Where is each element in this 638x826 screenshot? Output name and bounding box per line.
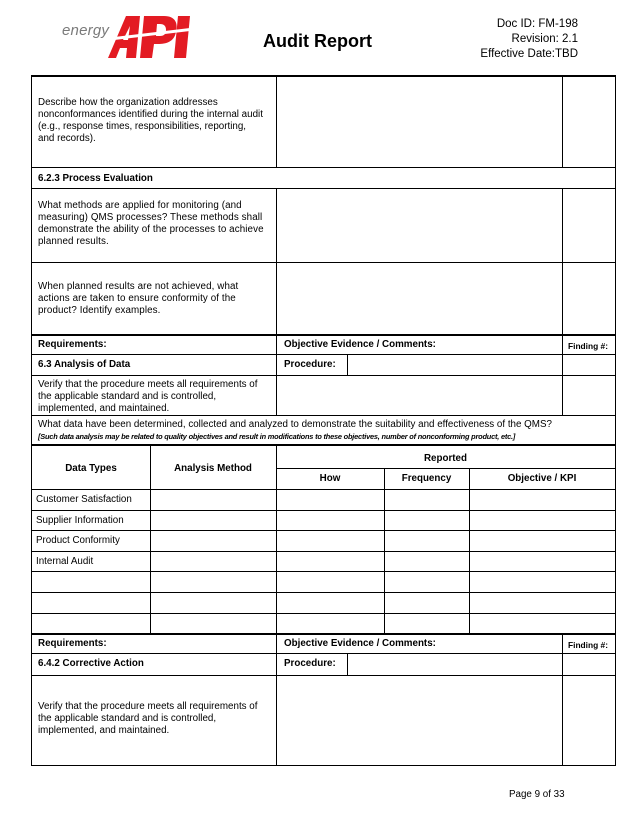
how-field[interactable]: [276, 592, 384, 613]
analysis-method-field[interactable]: [150, 551, 276, 572]
frequency-field[interactable]: [384, 510, 469, 531]
analysis-method-field[interactable]: [150, 613, 276, 634]
data-analysis-note: [Such data analysis may be related to quality objectives and result in modifications to these objectives, number of nonconforming product, etc.]: [38, 432, 516, 441]
verify-procedure-text: Verify that the procedure meets all requirements of the applicable standard and is controlled, implemented, and maintained.: [38, 379, 258, 414]
analysis-method-field[interactable]: [150, 489, 276, 510]
row1-finding-field[interactable]: [563, 77, 615, 167]
col-header-objective-kpi: Objective / KPI: [507, 473, 577, 484]
analysis-method-field[interactable]: [150, 530, 276, 551]
finding-number-label: Finding #:: [568, 341, 609, 351]
frequency-field[interactable]: [384, 571, 469, 592]
how-field[interactable]: [276, 613, 384, 634]
row2-comment-field[interactable]: [277, 188, 562, 262]
how-field[interactable]: [276, 530, 384, 551]
objective-kpi-field[interactable]: [469, 613, 615, 634]
api-logo: [62, 12, 190, 64]
section-heading-6-3: 6.3 Analysis of Data: [38, 359, 131, 370]
doc-id: Doc ID: FM-198: [496, 18, 578, 30]
row1-comment-field[interactable]: [277, 77, 562, 167]
col-header-data-types: Data Types: [65, 463, 117, 474]
objective-evidence-label-2: Objective Evidence / Comments:: [284, 638, 436, 649]
requirements-label-2: Requirements:: [38, 638, 107, 649]
objective-kpi-field[interactable]: [469, 571, 615, 592]
corrective-finding-field[interactable]: [563, 675, 615, 765]
col-header-reported: Reported: [423, 453, 467, 464]
frequency-field[interactable]: [384, 551, 469, 572]
finding-number-label-2: Finding #:: [568, 640, 609, 650]
frequency-field[interactable]: [384, 530, 469, 551]
analysis-method-field[interactable]: [150, 592, 276, 613]
row2-finding-field[interactable]: [563, 188, 615, 262]
section-heading-6-2-3: 6.2.3 Process Evaluation: [38, 173, 153, 184]
requirements-label: Requirements:: [38, 339, 107, 350]
document-meta: [480, 17, 578, 62]
corrective-comment-field[interactable]: [277, 675, 562, 765]
data-type-row-label: [32, 592, 150, 613]
data-type-row-label: Internal Audit: [36, 555, 94, 567]
procedure-label: Procedure:: [284, 359, 336, 370]
analysis-method-field[interactable]: [150, 571, 276, 592]
nonconformance-question: Describe how the organization addresses nonconformances identified during the internal audit (e.g., response times, responsibilities, reporting, and records).: [38, 97, 263, 144]
row3-finding-field[interactable]: [563, 262, 615, 334]
procedure-field-2[interactable]: [348, 654, 562, 675]
how-field[interactable]: [276, 551, 384, 572]
data-type-row-label: Customer Satisfaction: [36, 494, 132, 505]
objective-kpi-field[interactable]: [469, 592, 615, 613]
doc-revision: Revision: 2.1: [511, 33, 578, 45]
objective-kpi-field[interactable]: [469, 510, 615, 531]
planned-results-question: When planned results are not achieved, what actions are taken to ensure conformity of the product? Identify examples.: [38, 281, 239, 316]
data-type-row-label: Supplier Information: [36, 514, 124, 526]
frequency-field[interactable]: [384, 592, 469, 613]
data-type-row-label: Product Conformity: [36, 535, 120, 547]
row3-comment-field[interactable]: [277, 262, 562, 334]
how-field[interactable]: [276, 571, 384, 592]
section-heading-6-4-2: 6.4.2 Corrective Action: [38, 658, 144, 669]
analysis-method-field[interactable]: [150, 510, 276, 531]
col-header-analysis-method: Analysis Method: [174, 463, 252, 474]
procedure-field[interactable]: [348, 355, 562, 375]
objective-kpi-field[interactable]: [469, 489, 615, 510]
objective-kpi-field[interactable]: [469, 530, 615, 551]
logo-energy-word: energy: [62, 22, 110, 39]
frequency-field[interactable]: [384, 613, 469, 634]
col-header-frequency: Frequency: [401, 473, 452, 484]
verify-procedure-text-2: Verify that the procedure meets all requirements of the applicable standard and is controlled, implemented, and maintained.: [38, 701, 258, 736]
page-title: Audit Report: [263, 31, 372, 51]
verify-comment-field[interactable]: [277, 375, 562, 415]
audit-form: [31, 75, 616, 766]
procedure-label-2: Procedure:: [284, 658, 336, 669]
data-type-row-label: [32, 571, 150, 592]
how-field[interactable]: [276, 510, 384, 531]
verify-finding-field[interactable]: [563, 375, 615, 415]
frequency-field[interactable]: [384, 489, 469, 510]
doc-effective-date: Effective Date:TBD: [480, 48, 578, 60]
data-type-row-label: [32, 613, 150, 634]
objective-kpi-field[interactable]: [469, 551, 615, 572]
monitoring-methods-question: What methods are applied for monitoring (and measuring) QMS processes? These methods shall demonstrate the ability of the processes to achieve planned results.: [38, 200, 264, 247]
data-analysis-question: What data have been determined, collected and analyzed to demonstrate the suitability and effectiveness of the QMS?: [38, 419, 552, 430]
col-header-how: How: [319, 473, 341, 484]
how-field[interactable]: [276, 489, 384, 510]
objective-evidence-label: Objective Evidence / Comments:: [284, 339, 436, 350]
page-number: Page 9 of 33: [509, 789, 565, 800]
api-logo-mark: [106, 12, 190, 60]
